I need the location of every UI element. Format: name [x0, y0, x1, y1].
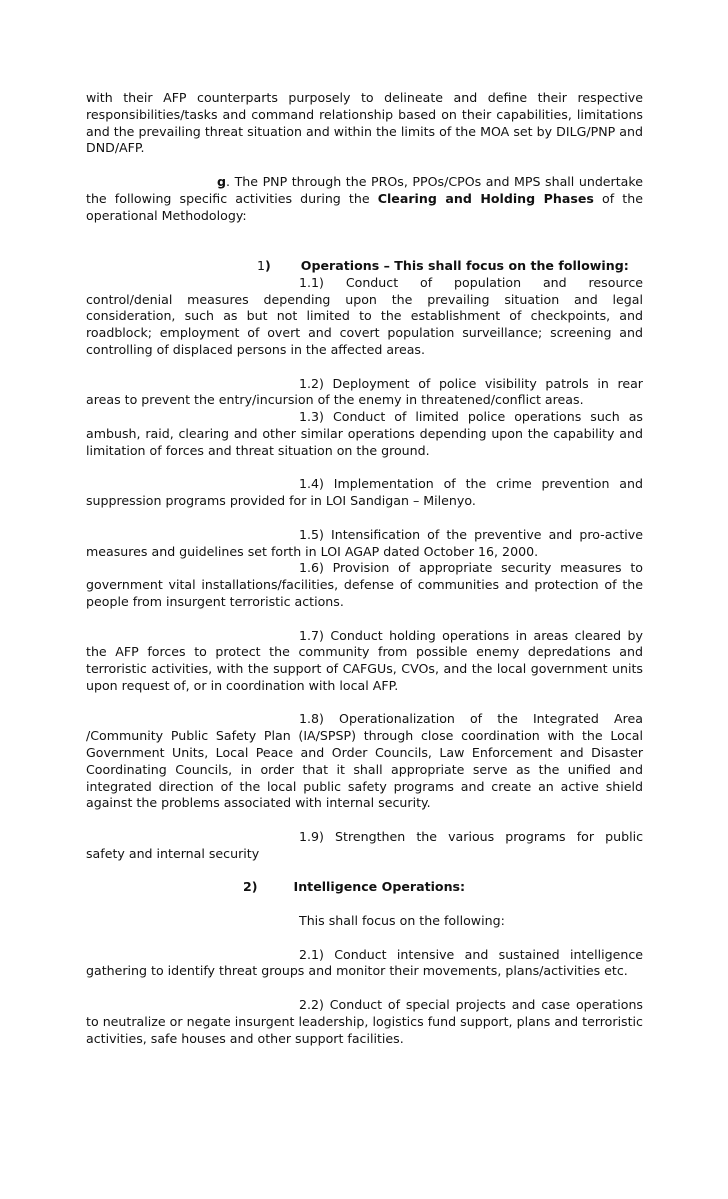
intelligence-number: 2)	[243, 879, 258, 895]
intelligence-title: Intelligence Operations:	[293, 879, 466, 895]
section-g-text-2: of the operational Methodology:	[86, 190, 643, 223]
spacer	[86, 896, 643, 913]
spacer	[86, 460, 643, 477]
section-g-bold: Clearing and Holding Phases	[377, 190, 594, 206]
item-2-1	[86, 947, 643, 981]
item-text: 1.8) Operationalization of the Integrated Area /Community Public Safety Plan (IA/SPSP) through close coordination with the Local Government Units, Local Peace and Order Councils, Law Enforcement and Disaster Coordinating Councils, in order that it shall appropriate serve as the unified and integrated direction of the local public safety programs and create an active shield against the problems associated with internal security.	[86, 711, 643, 811]
item-text: 1.3) Conduct of limited police operations such as ambush, raid, clearing and other similar operations depending upon the capability and limitation of forces and threat situation on the ground.	[86, 409, 643, 458]
item-text: 1.6) Provision of appropriate security measures to government vital installations/facilities, defense of communities and protection of the people from insurgent terroristic actions.	[86, 560, 643, 609]
item-1-4	[86, 476, 643, 510]
spacer	[86, 157, 643, 174]
spacer	[86, 863, 643, 880]
item-1-1	[86, 275, 643, 359]
item-text: 1.2) Deployment of police visibility patrols in rear areas to prevent the entry/incursion of the enemy in threatened/conflict areas.	[86, 375, 643, 408]
item-text: 1.1) Conduct of population and resource control/denial measures depending upon the prevailing situation and legal consideration, such as but not limited to the establishment of checkpoints, and roadblock; employment of overt and covert population surveillance; screening and controlling of displaced persons in the affected areas.	[86, 274, 643, 357]
intelligence-heading	[86, 879, 643, 896]
spacer	[86, 812, 643, 829]
item-2-2	[86, 997, 643, 1047]
spacer	[86, 930, 643, 947]
section-g-paragraph	[86, 174, 643, 224]
item-text: This shall focus on the following:	[299, 913, 505, 929]
section-g-letter: g	[217, 173, 227, 189]
item-1-8	[86, 711, 643, 812]
item-1-5	[86, 527, 643, 561]
item-text: 1.9) Strengthen the various programs for public safety and internal security	[86, 829, 643, 861]
item-text: 1.7) Conduct holding operations in areas cleared by the AFP forces to protect the community from possible enemy depredations and terroristic activities, with the support of CAFGUs, CVOs, and the local government units upon request of, or in coordination with local AFP.	[86, 627, 643, 693]
intelligence-lead	[86, 913, 643, 930]
operations-title: Operations – This shall focus on the following:	[300, 257, 629, 273]
spacer	[86, 980, 643, 997]
item-1-9	[86, 829, 643, 863]
item-text: 2.2) Conduct of special projects and case operations to neutralize or negate insurgent leadership, logistics fund support, plans and terroristic activities, safe houses and other support facilities.	[86, 997, 643, 1046]
operations-number: 1	[257, 257, 266, 273]
spacer	[86, 611, 643, 628]
item-1-6	[86, 560, 643, 610]
item-text: 1.5) Intensification of the preventive and pro-active measures and guidelines set forth in LOI AGAP dated October 16, 2000.	[86, 526, 643, 559]
spacer	[86, 510, 643, 527]
document-page	[86, 90, 643, 1047]
operations-heading	[86, 258, 643, 275]
item-1-2	[86, 376, 643, 410]
section-g-text-1: . The PNP through the PROs, PPOs/CPOs and MPS shall undertake the following specific activities during the	[86, 173, 643, 206]
item-text: 1.4) Implementation of the crime prevention and suppression programs provided for in LOI Sandigan – Milenyo.	[86, 476, 643, 509]
spacer	[86, 695, 643, 712]
spacer	[86, 224, 643, 258]
item-1-7	[86, 628, 643, 695]
intro-paragraph: with their AFP counterparts purposely to delineate and define their respective responsibilities/tasks and command relationship based on their capabilities, limitations and the prevailing threat situation and within the limits of the MOA set by DILG/PNP and DND/AFP.	[86, 90, 643, 156]
item-text: 2.1) Conduct intensive and sustained intelligence gathering to identify threat groups and monitor their movements, plans/activities etc.	[86, 946, 643, 979]
item-1-3	[86, 409, 643, 459]
spacer	[86, 359, 643, 376]
operations-paren: )	[265, 257, 271, 273]
